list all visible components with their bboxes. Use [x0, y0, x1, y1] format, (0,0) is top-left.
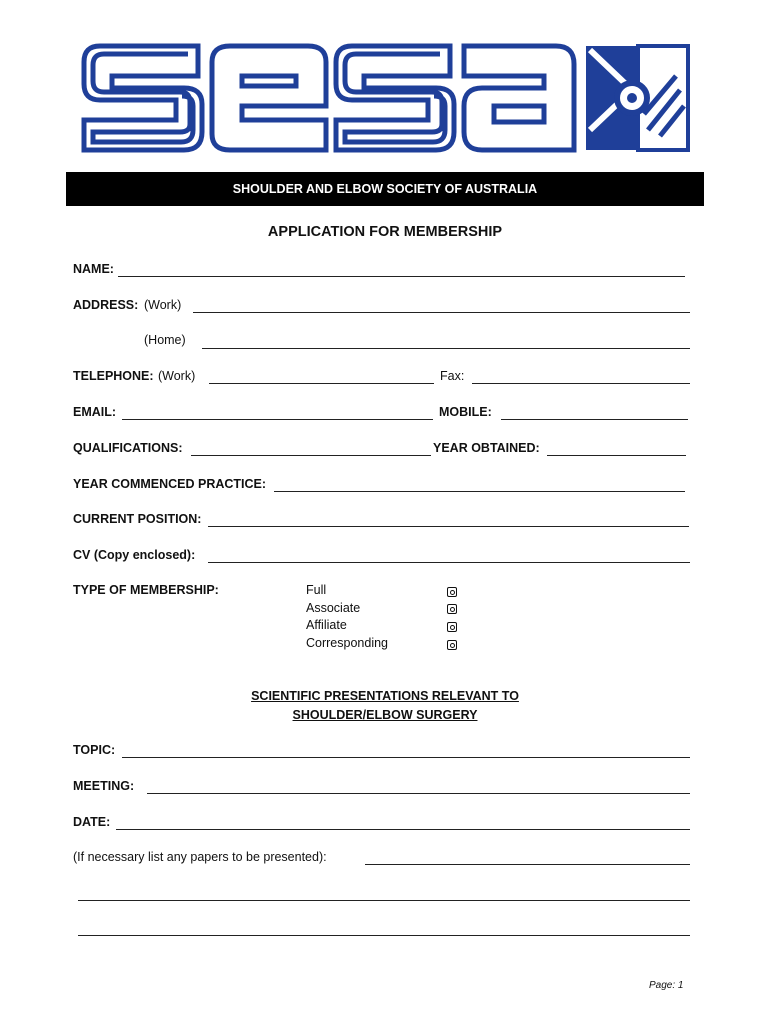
- address-home-label: (Home): [144, 333, 186, 347]
- papers-field[interactable]: [365, 864, 690, 865]
- topic-label: TOPIC:: [73, 743, 116, 757]
- page-number: Page: 1: [649, 980, 684, 991]
- address-work-label: (Work): [144, 298, 182, 312]
- meeting-field[interactable]: [147, 793, 690, 794]
- name-field[interactable]: [118, 276, 685, 277]
- year-obtained-field[interactable]: [547, 455, 686, 456]
- year-commenced-field[interactable]: [274, 491, 685, 492]
- address-home-field[interactable]: [202, 348, 690, 349]
- telephone-work-field[interactable]: [209, 383, 434, 384]
- cv-label: CV (Copy enclosed):: [73, 548, 196, 562]
- current-position-field[interactable]: [208, 526, 689, 527]
- associate-checkbox[interactable]: [447, 604, 457, 614]
- email-label: EMAIL:: [73, 405, 117, 419]
- qualifications-label: QUALIFICATIONS:: [73, 441, 183, 455]
- qualifications-field[interactable]: [191, 455, 431, 456]
- mobile-label: MOBILE:: [439, 405, 492, 419]
- email-field[interactable]: [122, 419, 433, 420]
- year-obtained-label: YEAR OBTAINED:: [433, 441, 540, 455]
- membership-option-affiliate: Affiliate: [306, 618, 347, 632]
- meeting-label: MEETING:: [73, 779, 135, 793]
- date-field[interactable]: [116, 829, 690, 830]
- membership-option-full: Full: [306, 583, 327, 597]
- affiliate-checkbox[interactable]: [447, 622, 457, 632]
- telephone-work-label: (Work): [158, 369, 196, 383]
- papers-extra-line-2[interactable]: [78, 935, 690, 936]
- cv-field[interactable]: [208, 562, 690, 563]
- presentations-heading-line2: SHOULDER/ELBOW SURGERY: [292, 708, 478, 722]
- address-work-field[interactable]: [193, 312, 690, 313]
- presentations-heading-line1: SCIENTIFIC PRESENTATIONS RELEVANT TO: [251, 689, 519, 703]
- date-label: DATE:: [73, 815, 111, 829]
- name-label: NAME:: [73, 262, 114, 276]
- address-label: ADDRESS:: [73, 298, 139, 312]
- society-banner: SHOULDER AND ELBOW SOCIETY OF AUSTRALIA: [66, 172, 704, 206]
- papers-label: (If necessary list any papers to be presented):: [73, 850, 327, 864]
- membership-type-label: TYPE OF MEMBERSHIP:: [73, 583, 219, 597]
- full-checkbox[interactable]: [447, 587, 457, 597]
- corresponding-checkbox[interactable]: [447, 640, 457, 650]
- fax-field[interactable]: [472, 383, 690, 384]
- membership-option-corresponding: Corresponding: [306, 636, 388, 650]
- telephone-label: TELEPHONE:: [73, 369, 154, 383]
- topic-field[interactable]: [122, 757, 690, 758]
- page-title: APPLICATION FOR MEMBERSHIP: [267, 224, 503, 240]
- mobile-field[interactable]: [501, 419, 688, 420]
- membership-option-associate: Associate: [306, 601, 361, 615]
- papers-extra-line-1[interactable]: [78, 900, 690, 901]
- current-position-label: CURRENT POSITION:: [73, 512, 202, 526]
- sesa-logo: [80, 40, 692, 156]
- fax-label: Fax:: [440, 369, 465, 383]
- year-commenced-label: YEAR COMMENCED PRACTICE:: [73, 477, 267, 491]
